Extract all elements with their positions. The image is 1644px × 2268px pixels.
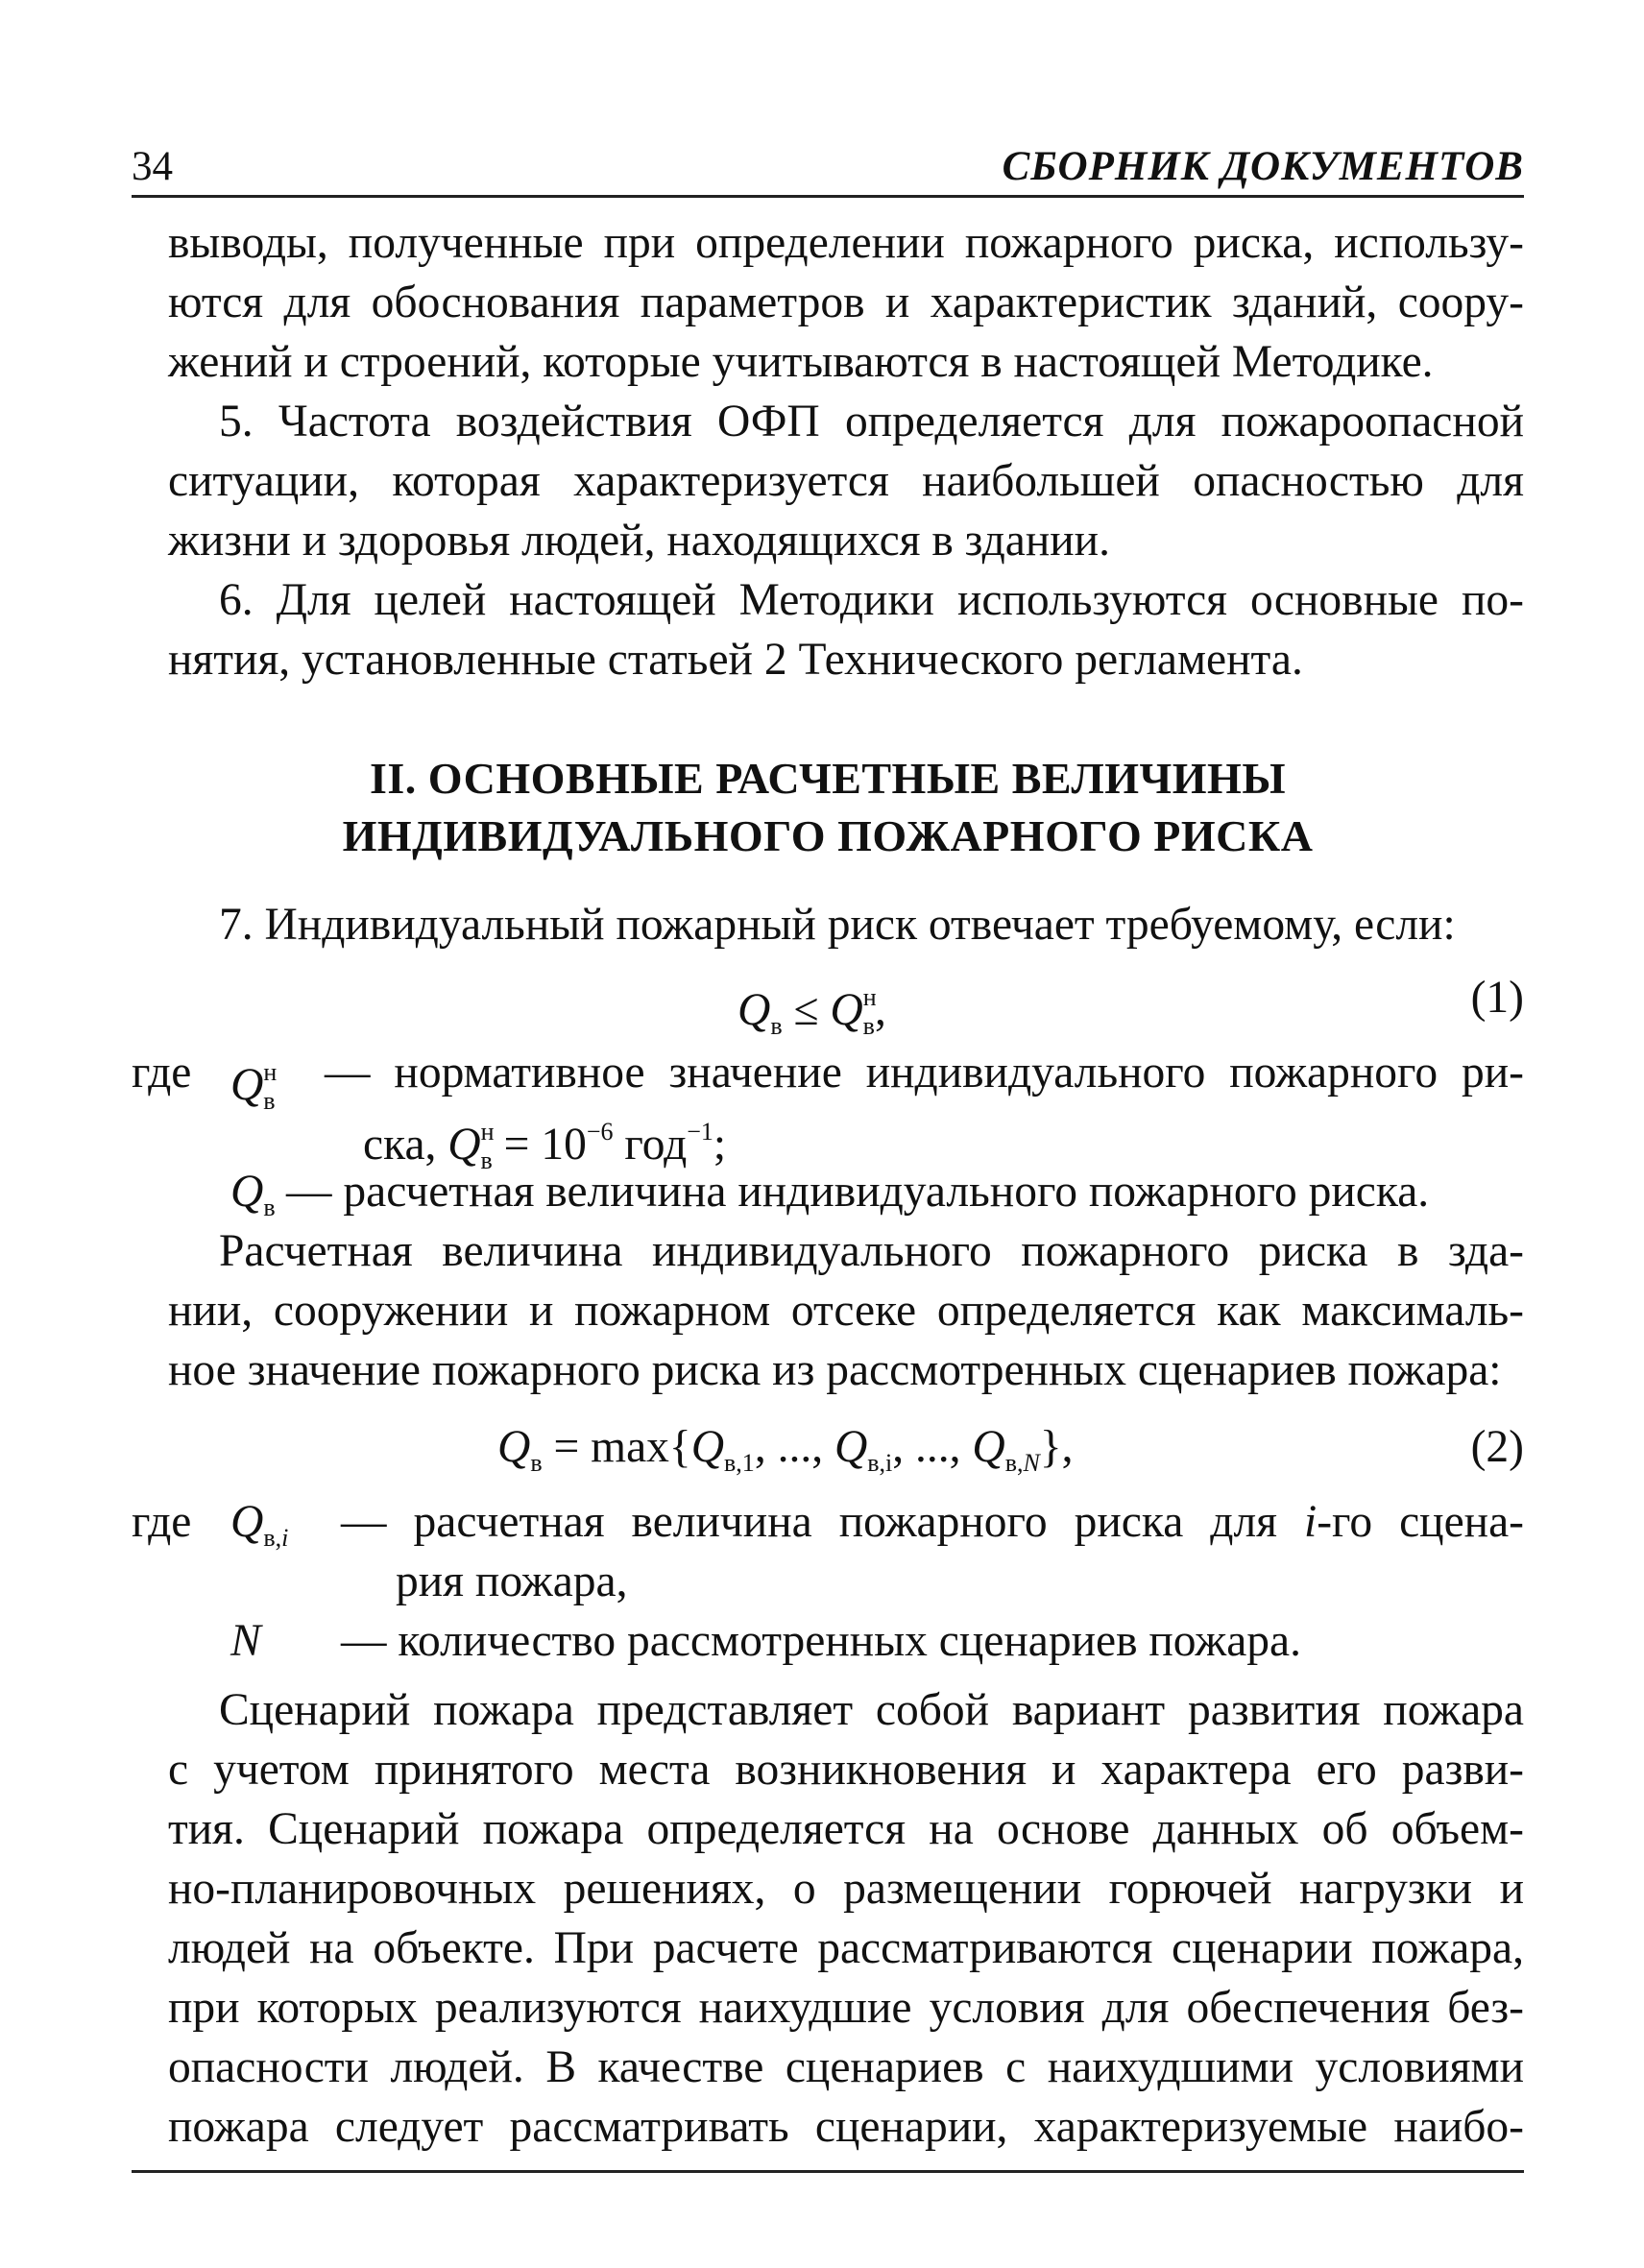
definition-text-cont: рия пожара, [396,1556,628,1606]
definition-text-cont: ска, $Q^н_в = 10^{-6}$ год$^{-1}$; [363,1118,727,1174]
definition-symbol: $Q_{в,i}$ [230,1497,289,1552]
paragraph-line: ное значение пожарного риска из рассмотренных сценариев пожара: [168,1345,1502,1395]
definition-symbol: $Q_в$ [230,1167,276,1221]
where-label: где [132,1497,192,1547]
paragraph-line: 6. Для целей настоящей Методики используются основные по- [219,575,1524,625]
section-heading-line: II. ОСНОВНЫЕ РАСЧЕТНЫЕ ВЕЛИЧИНЫ [369,754,1286,803]
formula-symbol: Q [830,985,863,1035]
where-label: где [132,1048,192,1098]
paragraph-line: людей на объекте. При расчете рассматриваются сценарии пожара, [168,1923,1524,1973]
section-heading-line: ИНДИВИДУАЛЬНОГО ПОЖАРНОГО РИСКА [342,811,1314,860]
equation-number: (1) [1470,973,1524,1023]
paragraph-line: Расчетная величина индивидуального пожарного риска в зда- [219,1226,1524,1276]
page-number: 34 [132,144,173,189]
paragraph-line: с учетом принятого места возникновения и характера его разви- [168,1745,1524,1795]
paragraph-line: при которых реализуются наихудшие условия для обеспечения без- [168,1983,1524,2033]
definition-text: — расчетная величина индивидуального пожарного риска. [286,1167,1430,1217]
formula-1: $Q_в \le Q^н_в$, [737,983,886,1040]
paragraph-line: опасности людей. В качестве сценариев с наихудшими условиями [168,2042,1524,2092]
definition-text: — расчетная величина пожарного риска для i-го сцена- [341,1497,1524,1547]
paragraph-line: нятия, установленные статьей 2 Технического регламента. [168,635,1303,685]
footer-rule [132,2170,1524,2173]
paragraph-line: но-планировочных решениях, о размещении горючей нагрузки и [168,1864,1524,1914]
paragraph-line: ются для обоснования параметров и характеристик зданий, соору- [168,277,1524,327]
paragraph-line: Сценарий пожара представляет собой вариант развития пожара [219,1685,1524,1735]
formula-symbol: Q [737,985,771,1035]
formula-operator: ≤ [793,985,819,1035]
paragraph-line: тия. Сценарий пожара определяется на основе данных об объем- [168,1804,1524,1854]
header-rule [132,195,1524,198]
formula-2: $Q_в = \max\{Q_{в,1}$, ..., $Q_{в,i}$, ..., $Q_{в,N}$}, [497,1422,1074,1477]
running-title: СБОРНИК ДОКУМЕНТОВ [1002,144,1524,189]
paragraph-line: пожара следует рассматривать сценарии, характеризуемые наибо- [168,2102,1524,2152]
paragraph-line: 5. Частота воздействия ОФП определяется для пожароопасной [219,397,1524,446]
definition-symbol: N [230,1616,261,1666]
definition-text: — нормативное значение индивидуального пожарного ри- [325,1048,1524,1098]
paragraph-line: выводы, полученные при определении пожарного риска, использу- [168,218,1524,268]
paragraph-line: ситуации, которая характеризуется наибольшей опасностью для [168,456,1524,506]
paragraph-line: нии, сооружении и пожарном отсеке определяется как максималь- [168,1286,1524,1336]
paragraph-line: 7. Индивидуальный пожарный риск отвечает требуемому, если: [219,900,1456,950]
definition-text: — количество рассмотренных сценариев пожара. [341,1616,1301,1666]
definition-symbol: $Q^н_в$ [230,1058,278,1115]
paragraph-line: жений и строений, которые учитываются в настоящей Методике. [168,337,1434,387]
page-header [132,139,1524,197]
paragraph-line: жизни и здоровья людей, находящихся в здании. [168,516,1110,566]
equation-number: (2) [1470,1422,1524,1472]
